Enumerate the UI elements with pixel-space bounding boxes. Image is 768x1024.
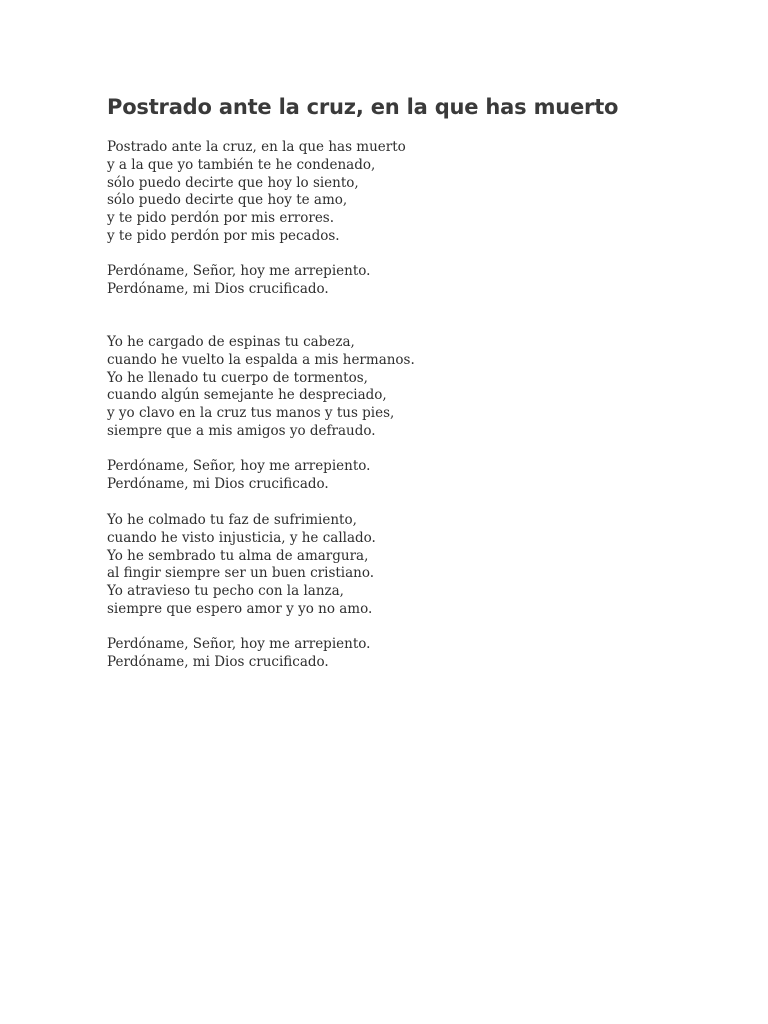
verse-line: y te pido perdón por mis pecados. xyxy=(107,227,340,244)
refrain-2 xyxy=(107,458,370,494)
verse-line: cuando he visto injusticia, y he callado. xyxy=(107,529,376,546)
refrain-line: Perdóname, Señor, hoy me arrepiento. xyxy=(107,458,371,474)
refrain-line: Perdóname, Señor, hoy me arrepiento. xyxy=(107,636,371,652)
verse-line: sólo puedo decirte que hoy te amo, xyxy=(107,192,348,209)
verse-line: y a la que yo también te he condenado, xyxy=(107,156,376,173)
refrain-3 xyxy=(107,636,370,672)
verse-line: Postrado ante la cruz, en la que has muerto xyxy=(107,139,406,155)
verse-line: cuando he vuelto la espalda a mis hermanos. xyxy=(107,351,415,368)
verse-line: siempre que a mis amigos yo defraudo. xyxy=(107,422,376,439)
verse-line: Yo he cargado de espinas tu cabeza, xyxy=(107,334,355,350)
verse-line: sólo puedo decirte que hoy lo siento, xyxy=(107,174,359,191)
refrain-line: Perdóname, mi Dios crucificado. xyxy=(107,280,329,297)
refrain-1 xyxy=(107,263,370,299)
refrain-line: Perdóname, mi Dios crucificado. xyxy=(107,653,329,670)
page-title: Postrado ante la cruz, en la que has muerto xyxy=(107,95,619,119)
verse-line: siempre que espero amor y yo no amo. xyxy=(107,600,373,617)
verse-line: Yo atravieso tu pecho con la lanza, xyxy=(107,583,344,600)
verse-line: Yo he sembrado tu alma de amargura, xyxy=(107,547,369,564)
stanza-1 xyxy=(107,139,406,246)
refrain-line: Perdóname, mi Dios crucificado. xyxy=(107,475,329,492)
verse-line: cuando algún semejante he despreciado, xyxy=(107,387,387,404)
refrain-line: Perdóname, Señor, hoy me arrepiento. xyxy=(107,263,371,279)
verse-line: Yo he llenado tu cuerpo de tormentos, xyxy=(107,369,368,386)
verse-line: Yo he colmado tu faz de sufrimiento, xyxy=(107,512,357,528)
stanza-2 xyxy=(107,334,415,441)
verse-line: y te pido perdón por mis errores. xyxy=(107,210,335,227)
stanza-3 xyxy=(107,512,376,619)
verse-line: al fingir siempre ser un buen cristiano. xyxy=(107,565,375,582)
verse-line: y yo clavo en la cruz tus manos y tus pies, xyxy=(107,405,395,422)
